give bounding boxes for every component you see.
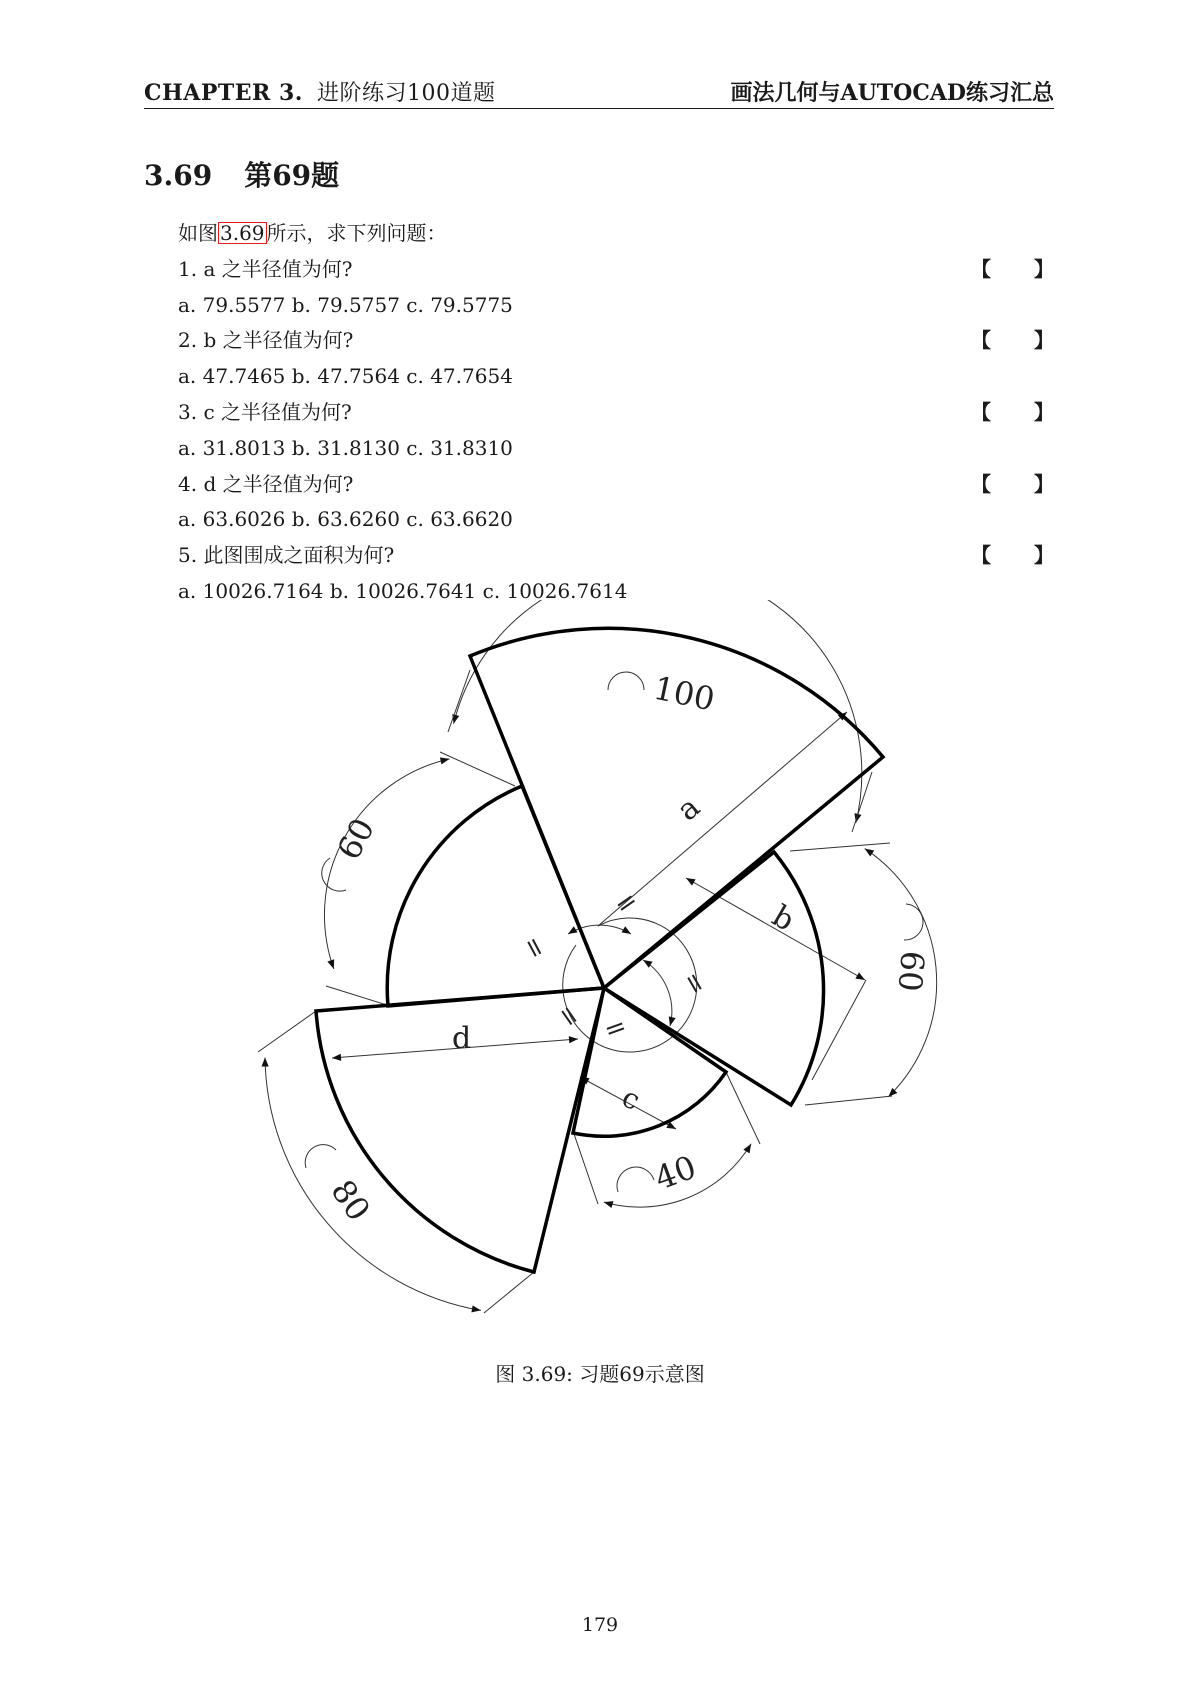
question-2 (178, 323, 1072, 359)
label-arc-right-60: 60 (890, 949, 932, 994)
answer-bracket: 【 】 (971, 256, 1072, 281)
ext-line (448, 670, 470, 732)
question-1 (178, 252, 1072, 288)
ext-line (326, 986, 390, 1006)
label-arc-40: 40 (649, 1147, 701, 1198)
equal-mark: = (675, 966, 713, 1001)
equal-mark: = (515, 931, 553, 965)
chapter-label: CHAPTER 3. (144, 80, 303, 106)
dimension-arc-symbols (305, 672, 923, 1192)
arc-symbol (904, 904, 923, 940)
answer-bracket: 【 】 (971, 543, 1072, 568)
label-d: d (452, 1021, 472, 1056)
running-header-book-title: 画法几何与AUTOCAD练习汇总 (730, 80, 1054, 106)
geometry-figure (0, 600, 1200, 1320)
question-list (178, 216, 1072, 610)
question-text: 5. 此图围成之面积为何? (178, 543, 395, 568)
sector-b (604, 852, 824, 1105)
chapter-title: 进阶练习100道题 (316, 81, 496, 106)
running-header-chapter (144, 76, 495, 107)
section-title: 第69题 (244, 159, 340, 192)
ext-line (440, 752, 515, 786)
page-number: 179 (581, 1614, 619, 1636)
label-a: a (670, 789, 707, 829)
answer-bracket: 【 】 (971, 471, 1072, 496)
ext-line (484, 1272, 534, 1313)
intro-line (178, 216, 1054, 252)
arc-symbol (617, 1167, 654, 1192)
question-3 (178, 395, 1072, 431)
section-number: 3.69 (144, 159, 213, 192)
arc-symbol (322, 858, 346, 891)
question-2-options: a. 47.7465 b. 47.7564 c. 47.7654 (178, 364, 513, 389)
sector-top-left (387, 786, 604, 1006)
label-c: c (617, 1080, 646, 1117)
answer-bracket: 【 】 (971, 399, 1072, 424)
header-rule (144, 108, 1054, 109)
equal-mark: = (550, 998, 588, 1034)
equal-mark: = (600, 1010, 631, 1047)
sector-c (573, 988, 726, 1136)
question-1-options: a. 79.5577 b. 79.5757 c. 79.5775 (178, 292, 513, 317)
question-4-options: a. 63.6026 b. 63.6260 c. 63.6620 (178, 507, 513, 532)
ext-line (258, 1011, 316, 1052)
figure-labels (323, 669, 931, 1228)
equal-mark: = (608, 884, 644, 922)
question-text: 1. a 之半径值为何? (178, 256, 353, 281)
intro-before: 如图 (178, 221, 218, 245)
dim-arc-top-left-60 (324, 759, 449, 969)
question-text: 4. d 之半径值为何? (178, 471, 354, 496)
ext-line (573, 1131, 598, 1204)
arc-symbol (608, 672, 644, 690)
ext-line (805, 1096, 892, 1105)
figure-reference-link[interactable]: 3.69 (220, 221, 265, 245)
section-heading (144, 154, 339, 194)
question-4 (178, 467, 1072, 503)
question-3-options: a. 31.8013 b. 31.8130 c. 31.8310 (178, 435, 513, 460)
label-b: b (766, 898, 801, 939)
figure-caption: 图 3.69: 习题69示意图 (495, 1362, 705, 1386)
label-arc-80: 80 (323, 1172, 378, 1228)
dim-arc-80 (265, 1058, 481, 1311)
arc-symbol (305, 1145, 336, 1168)
label-arc-top-left-60: 60 (329, 811, 383, 866)
question-5 (178, 538, 1072, 574)
figure-outline (316, 628, 883, 1272)
label-arc-100: 100 (650, 668, 718, 719)
question-text: 3. c 之半径值为何? (178, 399, 352, 424)
intro-after: 所示，求下列问题： (266, 221, 447, 245)
ext-line (790, 843, 890, 851)
question-text: 2. b 之半径值为何? (178, 328, 354, 353)
question-5-options: a. 10026.7164 b. 10026.7641 c. 10026.7614 (178, 578, 628, 603)
answer-bracket: 【 】 (971, 328, 1072, 353)
